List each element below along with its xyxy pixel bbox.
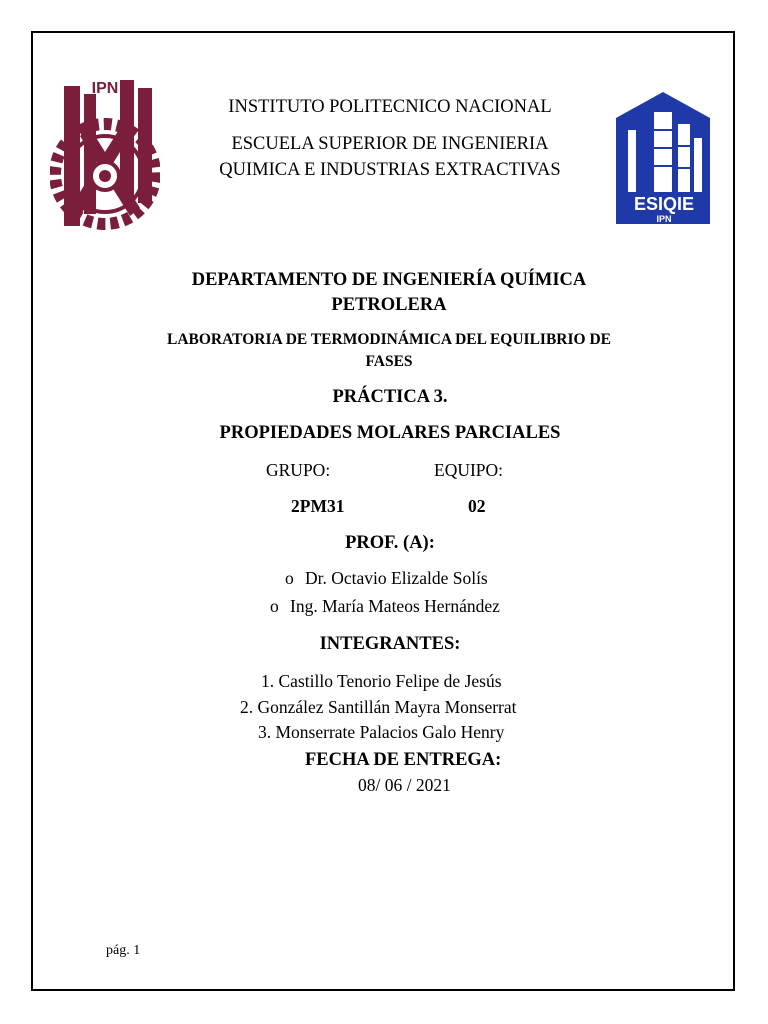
member-item (261, 669, 502, 693)
practice-title: PROPIEDADES MOLARES PARCIALES (219, 423, 561, 443)
lab-line1: LABORATORIA DE TERMODINÁMICA DEL EQUILIBRIO DE (167, 331, 611, 348)
group-value: 2PM31 (291, 496, 345, 516)
member-name: Castillo Tenorio Felipe de Jesús (278, 671, 502, 691)
school-name-line1: ESCUELA SUPERIOR DE INGENIERIA (231, 134, 549, 154)
page-number: pág. 1 (106, 943, 141, 958)
lab-line2: FASES (365, 353, 413, 370)
professor-name: Dr. Octavio Elizalde Solís (305, 568, 488, 588)
professor-name: Ing. María Mateos Hernández (290, 596, 500, 616)
member-item (240, 695, 517, 719)
members-label: INTEGRANTES: (319, 634, 461, 654)
team-label: EQUIPO: (434, 460, 504, 480)
department-line2: PETROLERA (331, 295, 447, 315)
member-number: 3. (258, 722, 272, 742)
esiqie-logo-text: ESIQIE (633, 194, 695, 214)
department-line1: DEPARTAMENTO DE INGENIERÍA QUÍMICA (191, 270, 587, 290)
bullet-icon: o (270, 596, 279, 616)
school-name-line2: QUIMICA E INDUSTRIAS EXTRACTIVAS (219, 160, 561, 180)
delivery-date: 08/ 06 / 2021 (358, 775, 451, 795)
delivery-label: FECHA DE ENTREGA: (305, 750, 502, 770)
professor-item (285, 566, 488, 590)
member-number: 2. (240, 697, 254, 717)
ipn-logo (50, 76, 160, 244)
practice-number: PRÁCTICA 3. (332, 387, 448, 407)
esiqie-logo (614, 90, 712, 226)
esiqie-logo-subtext: IPN (656, 214, 672, 224)
team-value: 02 (468, 496, 486, 516)
bullet-icon: o (285, 568, 294, 588)
member-number: 1. (261, 671, 275, 691)
member-item (258, 720, 504, 744)
professors-label: PROF. (A): (345, 533, 435, 553)
member-name: González Santillán Mayra Monserrat (257, 697, 517, 717)
ipn-logo-text: IPN (91, 80, 119, 97)
member-name: Monserrate Palacios Galo Henry (275, 722, 505, 742)
institute-name: INSTITUTO POLITECNICO NACIONAL (228, 97, 552, 117)
professor-item (270, 594, 500, 618)
group-label: GRUPO: (266, 460, 331, 480)
